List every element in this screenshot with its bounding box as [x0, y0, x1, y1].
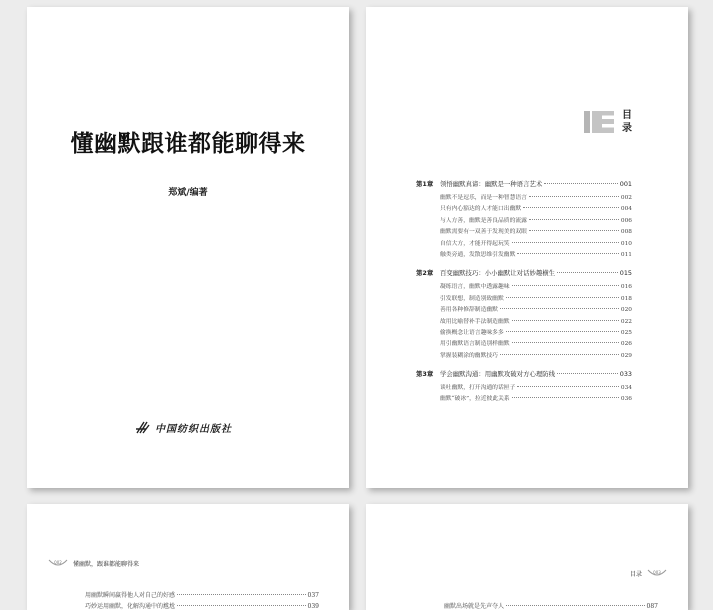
- section-title: 巧妙运用幽默，化解沟通中的尴尬: [85, 603, 176, 610]
- chapter-row[interactable]: [416, 369, 632, 382]
- dot-leader: [512, 320, 619, 321]
- book-title: 懂幽默跟谁都能聊得来: [70, 131, 306, 157]
- dot-leader: [517, 253, 619, 254]
- section-row[interactable]: [416, 382, 632, 393]
- dot-leader: [529, 219, 619, 220]
- cover-page: [27, 7, 349, 488]
- page-badge-number: 002: [54, 560, 62, 565]
- section-row[interactable]: [416, 249, 632, 260]
- section-page: 087: [646, 603, 658, 610]
- publisher-logo-icon: [135, 419, 151, 435]
- chapter-number: 第2章: [416, 269, 434, 278]
- dot-leader: [529, 196, 619, 197]
- section-row[interactable]: [416, 293, 632, 304]
- dot-leader: [177, 594, 306, 595]
- section-title: 用引幽默语言制造别样幽默: [440, 341, 510, 348]
- section-title: 幽默出场就是先声夺人: [444, 603, 505, 610]
- toc-list: [85, 590, 319, 610]
- section-title: 与人方善，幽默是善良品质的流露: [440, 217, 527, 224]
- section-title: 善用各种修辞制造幽默: [440, 307, 498, 314]
- chapter-page: 015: [619, 269, 632, 278]
- chapter-row[interactable]: [416, 179, 632, 192]
- running-head-text: 目录: [629, 570, 642, 578]
- section-title: 故用比喻替补手法制造幽默: [440, 318, 510, 325]
- section-page: 008: [620, 229, 632, 236]
- chapter-title: 领悟幽默真谛：幽默是一种语言艺术: [440, 180, 543, 188]
- section-row[interactable]: [416, 350, 632, 361]
- chapter-row[interactable]: [416, 268, 632, 281]
- running-head: [47, 558, 139, 568]
- toc-continued-left-page: [27, 504, 349, 610]
- section-page: 025: [620, 329, 632, 336]
- section-title: 自信大方，才能开得起玩笑: [440, 240, 510, 247]
- toc-list: [444, 601, 658, 610]
- toc-chapter: [416, 268, 632, 361]
- dot-leader: [529, 230, 619, 231]
- dot-leader: [177, 605, 306, 606]
- running-head-text: 懂幽默，跟谁都能聊得来: [73, 560, 140, 568]
- laurel-page-badge-icon: [47, 558, 69, 568]
- publisher-name: 中国纺织出版社: [155, 423, 232, 435]
- toc-title: 目录: [622, 110, 632, 134]
- section-title: 只有内心豁达的人才能口出幽默: [440, 206, 522, 213]
- running-head: [630, 568, 668, 578]
- section-row[interactable]: [416, 226, 632, 237]
- section-row[interactable]: [444, 601, 658, 610]
- chapter-page: 033: [619, 370, 632, 379]
- section-row[interactable]: [85, 590, 319, 601]
- section-title: 幽默“破冰”，拉近彼此关系: [440, 396, 510, 403]
- toc-book-icon: [584, 109, 618, 135]
- dot-leader: [506, 297, 619, 298]
- dot-leader: [500, 308, 619, 309]
- section-row[interactable]: [416, 203, 632, 214]
- section-page: 002: [620, 195, 632, 201]
- page-badge-number: 003: [653, 570, 661, 575]
- section-page: 036: [620, 396, 632, 403]
- section-row[interactable]: [416, 327, 632, 338]
- toc-chapter: [416, 369, 632, 405]
- section-page: 010: [620, 240, 632, 247]
- section-row[interactable]: [416, 215, 632, 226]
- section-page: 020: [620, 307, 632, 314]
- toc-list: [416, 179, 632, 413]
- section-row[interactable]: [85, 601, 319, 610]
- section-row[interactable]: [416, 338, 632, 349]
- section-page: 026: [620, 341, 632, 348]
- section-title: 用幽默瞬间赢得他人对自己的好感: [85, 592, 176, 599]
- section-page: 034: [620, 385, 632, 392]
- section-row[interactable]: [416, 316, 632, 327]
- dot-leader: [512, 397, 619, 398]
- dot-leader: [517, 386, 619, 387]
- section-row[interactable]: [416, 281, 632, 292]
- chapter-number: 第3章: [416, 370, 434, 379]
- chapter-title: 百变幽默技巧：小小幽默让对话妙趣横生: [440, 269, 556, 278]
- section-page: 029: [620, 352, 632, 359]
- dot-leader: [512, 242, 619, 243]
- dot-leader: [557, 272, 618, 273]
- dot-leader: [500, 354, 619, 355]
- toc-chapter: [416, 179, 632, 260]
- section-title: 谈吐幽默，打开沟通的话匣子: [440, 385, 516, 392]
- section-title: 凝练语言，幽默中透露趣味: [440, 284, 510, 291]
- section-row[interactable]: [416, 304, 632, 315]
- section-page: 016: [620, 284, 632, 291]
- section-page: 018: [620, 295, 632, 302]
- section-page: 022: [620, 318, 632, 325]
- section-page: 037: [307, 592, 319, 599]
- publisher-block: [135, 419, 232, 435]
- section-page: 039: [307, 603, 319, 610]
- chapter-title: 学会幽默沟通：用幽默攻破对方心理防线: [440, 370, 556, 379]
- dot-leader: [506, 331, 619, 332]
- laurel-page-badge-icon: [646, 568, 668, 578]
- toc-continued-right-page: [366, 504, 688, 610]
- section-row[interactable]: [416, 238, 632, 249]
- section-page: 004: [620, 206, 632, 213]
- chapter-page: 001: [619, 180, 632, 188]
- section-page: 006: [620, 217, 632, 224]
- section-page: 011: [620, 251, 632, 258]
- section-title: 引发联想，制造别致幽默: [440, 295, 504, 302]
- toc-header: [584, 109, 633, 135]
- toc-page: [366, 7, 688, 488]
- dot-leader: [544, 183, 618, 184]
- section-title: 掌握装糊涂的幽默技巧: [440, 352, 498, 359]
- chapter-number: 第1章: [416, 180, 434, 188]
- dot-leader: [512, 285, 619, 286]
- author-line: 郑斌/编著: [168, 188, 208, 198]
- dot-leader: [512, 342, 619, 343]
- section-title: 幽默需要有一双善于发现美的双眼: [440, 229, 527, 236]
- dot-leader: [506, 605, 645, 606]
- dot-leader: [557, 373, 618, 374]
- dot-leader: [523, 207, 619, 208]
- section-title: 幽默不是逗乐，而是一种智慧语言: [440, 195, 527, 201]
- section-row[interactable]: [416, 393, 632, 404]
- section-title: 偷换概念让语言趣味多多: [440, 329, 504, 336]
- section-title: 触类旁通，发散思维引发幽默: [440, 251, 516, 258]
- section-row[interactable]: [416, 192, 632, 203]
